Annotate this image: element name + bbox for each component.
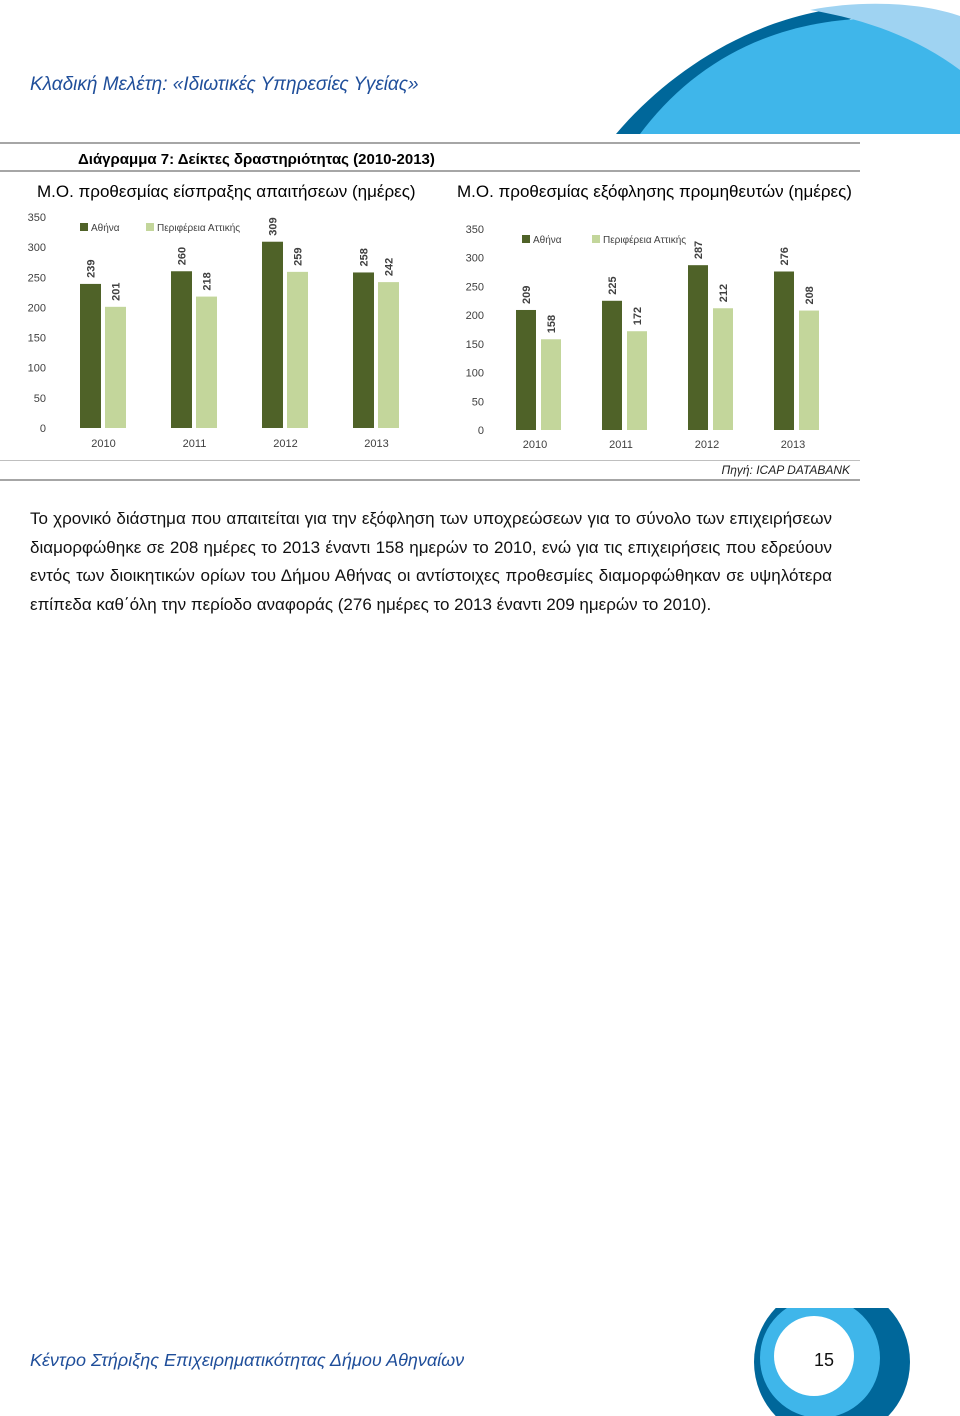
chart1-ytick-label: 50	[33, 392, 46, 405]
chart1-bar	[80, 284, 101, 428]
chart2-bar	[516, 310, 536, 430]
chart1-data-label: 309	[267, 217, 280, 236]
header-swoosh-graphic	[520, 0, 960, 140]
chart1-data-label: 218	[201, 272, 214, 291]
chart1-bar	[353, 272, 374, 428]
chart2-bar	[688, 265, 708, 430]
chart1-svg	[0, 205, 420, 455]
chart2-ytick-label: 300	[465, 252, 484, 265]
chart2-bar	[774, 271, 794, 430]
chart1-bar	[287, 272, 308, 428]
chart1-data-label: 242	[383, 257, 396, 277]
figure-top-rule	[0, 142, 860, 144]
chart1-data-label: 239	[85, 259, 98, 278]
chart2-bar	[602, 301, 622, 430]
chart1-bar	[262, 242, 283, 428]
chart-payables	[440, 215, 860, 457]
figure-bottom-rule	[0, 460, 860, 461]
chart1-ytick-label: 0	[39, 423, 46, 435]
chart2-bar	[627, 331, 647, 430]
chart2-bar	[713, 308, 733, 430]
chart2-data-label: 208	[804, 286, 816, 305]
chart2-ytick-label: 50	[471, 396, 484, 409]
chart1-category-label: 2012	[273, 438, 298, 450]
chart2-title: Μ.Ο. προθεσμίας εξόφλησης προμηθευτών (ημέρες)	[457, 182, 852, 201]
chart1-bar	[378, 282, 399, 428]
chart1-legend-label: Περιφέρεια Αττικής	[157, 223, 241, 234]
chart1-bar	[171, 271, 192, 428]
chart1-ytick-label: 200	[27, 302, 46, 315]
chart2-legend-swatch	[592, 235, 600, 243]
chart2-data-label: 225	[607, 276, 619, 295]
chart2-data-label: 209	[521, 285, 533, 304]
chart2-legend-label: Περιφέρεια Αττικής	[603, 235, 687, 246]
source-rule	[0, 479, 860, 481]
chart2-ytick-label: 0	[477, 425, 484, 437]
figure-caption-rule	[0, 170, 860, 172]
document-title: Κλαδική Μελέτη: «Ιδιωτικές Υπηρεσίες Υγείας»	[30, 74, 419, 95]
chart1-category-label: 2013	[364, 438, 389, 450]
chart1-data-label: 259	[292, 247, 305, 266]
source-note: Πηγή: ICAP DATABANK	[721, 463, 850, 477]
chart1-ytick-label: 150	[27, 332, 46, 345]
chart2-legend-swatch	[522, 235, 530, 243]
chart2-data-label: 276	[779, 247, 791, 266]
chart2-ytick-label: 350	[465, 224, 484, 236]
page-number: 15	[813, 1350, 835, 1370]
chart2-data-label: 172	[632, 306, 644, 326]
chart1-ytick-label: 350	[27, 212, 46, 224]
chart2-bar	[541, 339, 561, 430]
chart1-data-label: 201	[110, 282, 123, 301]
chart1-data-label: 258	[358, 248, 371, 267]
chart1-legend-label: Αθήνα	[91, 223, 120, 234]
body-paragraph: Το χρονικό διάστημα που απαιτείται για την εξόφληση των υποχρεώσεων για το σύνολο των επιχειρήσεων διαμορφώθηκε σε 208 ημέρες το 2013 έναντι 158 ημερών το 2010, ενώ για τις επιχειρήσεις που εδρεύουν εντός των διοικητικών ορίων του Δήμου Αθήνας οι αντίστοιχες προθεσμίες διαμορφώθηκαν σε υψηλότερα επίπεδα καθ΄όλη την περίοδο αναφοράς (276 ημέρες το 2013 έναντι 209 ημερών το 2010).	[30, 509, 832, 614]
chart1-ytick-label: 100	[27, 362, 46, 375]
chart1-bar	[105, 307, 126, 428]
chart2-category-label: 2011	[609, 439, 633, 451]
chart2-bar	[799, 311, 819, 430]
chart1-title: Μ.Ο. προθεσμίας είσπραξης απαιτήσεων (ημέρες)	[37, 182, 416, 201]
chart1-category-label: 2010	[91, 438, 116, 450]
chart2-svg	[440, 215, 860, 457]
chart2-ytick-label: 200	[465, 310, 484, 323]
diagram-caption: Διάγραμμα 7: Δείκτες δραστηριότητας (2010-2013)	[78, 151, 435, 168]
chart1-data-label: 260	[176, 246, 189, 266]
chart2-category-label: 2012	[694, 439, 720, 451]
chart2-data-label: 212	[718, 283, 730, 303]
chart1-ytick-label: 300	[27, 242, 46, 255]
chart2-data-label: 287	[693, 240, 705, 260]
chart1-ytick-label: 250	[27, 272, 46, 285]
chart2-data-label: 158	[546, 314, 558, 334]
chart1-bar	[196, 297, 217, 428]
chart2-ytick-label: 250	[465, 281, 484, 294]
footer-organization: Κέντρο Στήριξης Επιχειρηματικότητας Δήμου Αθηναίων	[30, 1350, 465, 1370]
chart2-ytick-label: 150	[465, 338, 484, 351]
chart1-legend-swatch	[80, 223, 88, 231]
chart-receivables	[0, 205, 420, 455]
chart2-category-label: 2013	[780, 439, 806, 451]
chart2-legend-label: Αθήνα	[533, 235, 562, 246]
chart1-category-label: 2011	[182, 438, 207, 450]
chart2-ytick-label: 100	[465, 367, 484, 380]
chart2-category-label: 2010	[522, 439, 548, 451]
chart1-legend-swatch	[146, 223, 154, 231]
